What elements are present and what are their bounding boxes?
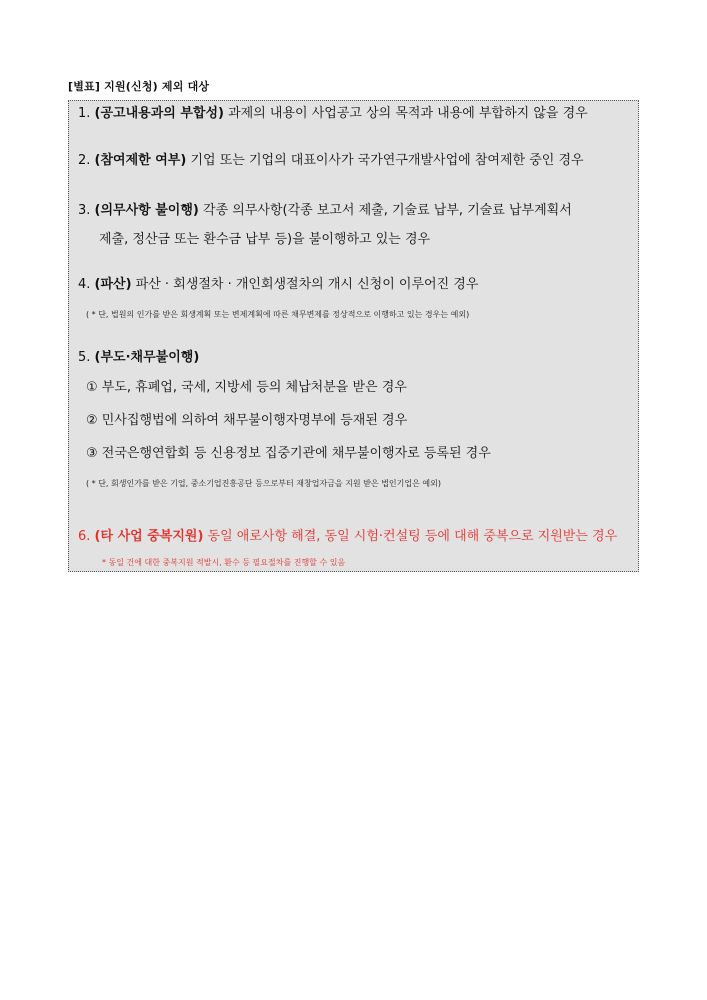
item-4-heading: (파산) bbox=[94, 277, 132, 292]
item-3-text: 각종 의무사항(각종 보고서 제출, 기술료 납부, 기술료 납부계획서 bbox=[203, 203, 572, 218]
item-1-heading: (공고내용과의 부합성) bbox=[94, 106, 224, 121]
item-5-heading: (부도·채무불이행) bbox=[94, 350, 200, 365]
item-6-number: 6. bbox=[78, 529, 91, 544]
item-5-sub-1: ① 부도, 휴폐업, 국세, 지방세 등의 체납처분을 받은 경우 bbox=[86, 380, 407, 395]
item-6-heading: (타 사업 중복지원) bbox=[94, 529, 204, 544]
item-3 bbox=[78, 202, 572, 220]
item-5-sub-2: ② 민사집행법에 의하여 채무불이행자명부에 등재된 경우 bbox=[86, 413, 408, 428]
item-1-number: 1. bbox=[78, 106, 91, 121]
document-title: [별표] 지원(신청) 제외 대상 bbox=[68, 80, 210, 93]
item-4-number: 4. bbox=[78, 277, 91, 292]
item-2-text: 기업 또는 기업의 대표이사가 국가연구개발사업에 참여제한 중인 경우 bbox=[190, 153, 584, 168]
item-6 bbox=[78, 528, 617, 546]
item-3-heading: (의무사항 불이행) bbox=[94, 203, 199, 218]
item-2-number: 2. bbox=[78, 153, 91, 168]
item-5-sub-3: ③ 전국은행연합회 등 신용정보 집중기관에 채무불이행자로 등록된 경우 bbox=[86, 446, 491, 461]
item-6-text: 동일 애로사항 해결, 동일 시험·컨설팅 등에 대해 중복으로 지원받는 경우 bbox=[207, 529, 618, 544]
item-4-text: 파산 · 회생절차 · 개인회생절차의 개시 신청이 이루어진 경우 bbox=[135, 277, 479, 292]
item-5-number: 5. bbox=[78, 350, 91, 365]
item-6-note: * 동일 건에 대한 중복지원 적발시, 환수 등 필요절차를 진행할 수 있음 bbox=[102, 558, 346, 567]
item-1-text: 과제의 내용이 사업공고 상의 목적과 내용에 부합하지 않을 경우 bbox=[228, 106, 588, 121]
item-2 bbox=[78, 152, 584, 170]
item-5-note: ( * 단, 회생인가를 받은 기업, 중소기업진흥공단 등으로부터 재창업자금을 지원 받은 법인기업은 예외) bbox=[86, 479, 441, 488]
item-3-number: 3. bbox=[78, 203, 91, 218]
item-4 bbox=[78, 276, 478, 294]
item-2-heading: (참여제한 여부) bbox=[94, 153, 187, 168]
item-5 bbox=[78, 349, 199, 367]
exclusion-criteria-box bbox=[68, 100, 639, 572]
item-4-note: ( * 단, 법원의 인가를 받은 회생계획 또는 변제계획에 따른 채무변제를 정상적으로 이행하고 있는 경우는 예외) bbox=[86, 310, 470, 319]
item-3-text-continued: 제출, 정산금 또는 환수금 납부 등)을 불이행하고 있는 경우 bbox=[99, 232, 431, 247]
item-1 bbox=[78, 105, 588, 123]
